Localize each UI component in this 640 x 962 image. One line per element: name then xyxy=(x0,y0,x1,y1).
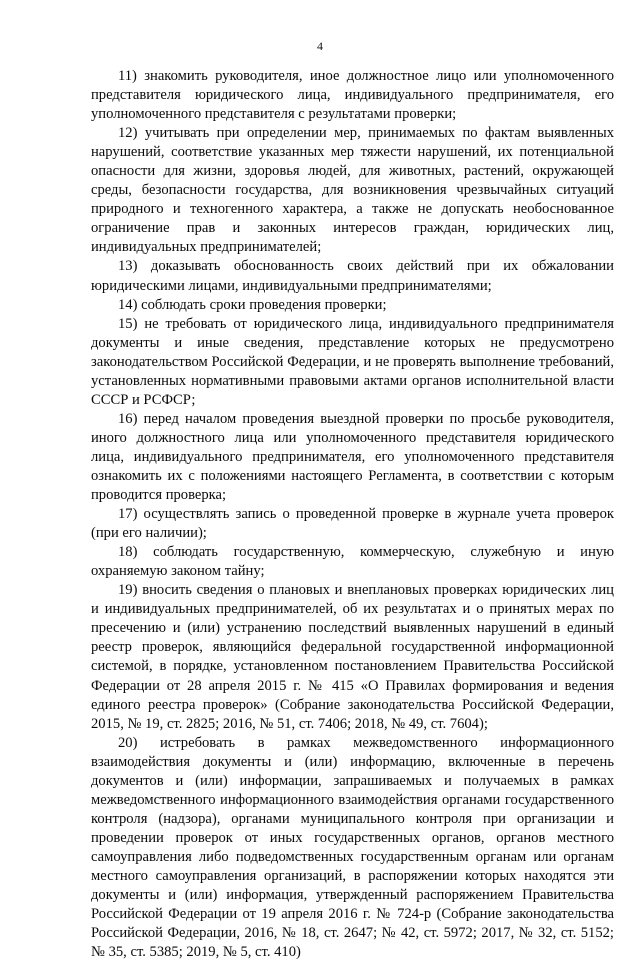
paragraph-19: 19) вносить сведения о плановых и внеплановых проверках юридических лиц и индивидуальных предпринимателей, об их результатах и о принятых мерах по пресечению и (или) устранению последствий выявленных нарушений в единый реестр проверок, являющийся федеральной государственной информационной системой, в порядке, установленном постановлением Правительства Российской Федерации от 28 апреля 2015 г. № 415 «О Правилах формирования и ведения единого реестра проверок» (Собрание законодательства Российской Федерации, 2015, № 19, ст. 2825; 2016, № 51, ст. 7406; 2018, № 49, ст. 7604); xyxy=(91,582,614,732)
page-number: 4 xyxy=(317,39,323,53)
paragraph-18: 18) соблюдать государственную, коммерческую, служебную и иную охраняемую законом тайну; xyxy=(91,544,614,580)
paragraph-15: 15) не требовать от юридического лица, индивидуального предпринимателя документы и иные сведения, представление которых не предусмотрено законодательством Российской Федерации, и не проверять выполнение требований, установленных нормативными правовыми актами органов исполнительной власти СССР и РСФСР; xyxy=(91,315,614,408)
paragraph-14: 14) соблюдать сроки проведения проверки; xyxy=(118,296,387,313)
paragraph-12: 12) учитывать при определении мер, принимаемых по фактам выявленных нарушений, соответствие указанных мер тяжести нарушений, их потенциальной опасности для жизни, здоровья людей, для животных, растений, окружающей среды, безопасности государства, для возникновения чрезвычайных ситуаций природного и техногенного характера, а также не допускать необоснованное ограничение прав и законных интересов граждан, юридических лиц, индивидуальных предпринимателей; xyxy=(91,125,614,256)
paragraph-17: 17) осуществлять запись о проведенной проверке в журнале учета проверок (при его наличии); xyxy=(91,506,614,542)
document-body xyxy=(91,67,614,962)
paragraph-13: 13) доказывать обоснованность своих действий при их обжаловании юридическими лицами, индивидуальными предпринимателями; xyxy=(91,258,614,294)
paragraph-20: 20) истребовать в рамках межведомственного информационного взаимодействия документы и (или) информацию, включенные в перечень документов и (или) информации, запрашиваемых и получаемых в рамках межведомственного информационного взаимодействия органами государственного контроля (надзора), органами муниципального контроля при организации и проведении проверок от иных государственных органов, органов местного самоуправления либо подведомственных государственным органам или органам местного самоуправления организаций, в распоряжении которых находятся эти документы и (или) информация, утвержденный распоряжением Правительства Российской Федерации от 19 апреля 2016 г. № 724-р (Собрание законодательства Российской Федерации, 2016, № 18, ст. 2647; № 42, ст. 5972; 2017, № 32, ст. 5152; № 35, ст. 5385; 2019, № 5, ст. 410) xyxy=(91,734,614,961)
paragraph-11: 11) знакомить руководителя, иное должностное лицо или уполномоченного представителя юридического лица, индивидуального предпринимателя, его уполномоченного представителя с результатами проверки; xyxy=(91,68,614,123)
paragraph-16: 16) перед началом проведения выездной проверки по просьбе руководителя, иного должностного лица или уполномоченного представителя юридического лица, индивидуального предпринимателя, его уполномоченного представителя ознакомить их с положениями настоящего Регламента, в соответствии с которым проводится проверка; xyxy=(91,410,614,504)
